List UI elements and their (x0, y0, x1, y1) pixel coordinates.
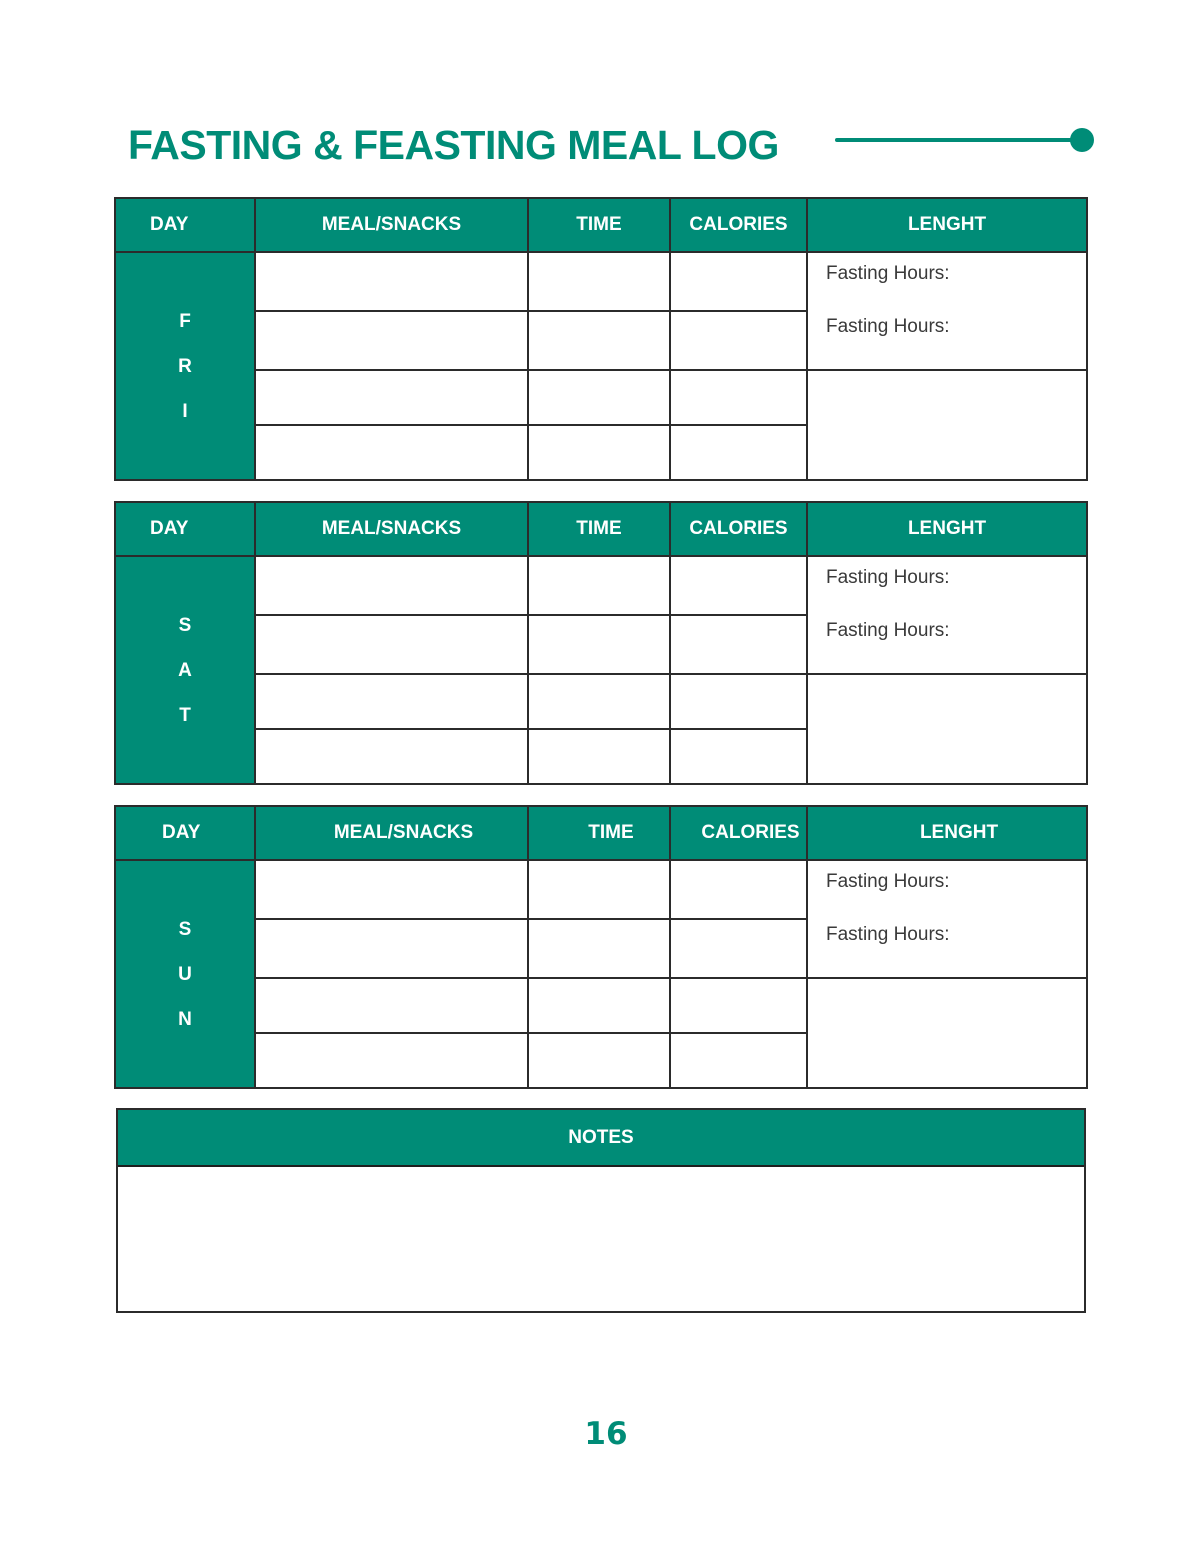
calories-input[interactable] (670, 978, 807, 1033)
calories-input[interactable] (670, 729, 807, 784)
day-letter: S (178, 918, 192, 940)
column-header-day: DAY (115, 502, 255, 556)
calories-input[interactable] (670, 1033, 807, 1088)
page-title: FASTING & FEASTING MEAL LOG (128, 122, 779, 168)
day-letter: F (179, 310, 191, 332)
day-label-sun (115, 860, 255, 1088)
time-input[interactable] (528, 425, 670, 480)
calories-input[interactable] (670, 252, 807, 311)
meal-input[interactable] (255, 860, 528, 919)
title-decorative-dot-icon (1070, 128, 1094, 152)
table-header-row (115, 502, 1087, 556)
fasting-hours-label: Fasting Hours: (826, 567, 950, 588)
time-input[interactable] (528, 1033, 670, 1088)
meal-input[interactable] (255, 311, 528, 370)
column-header-meal: MEAL/SNACKS (255, 502, 528, 556)
table-row (115, 370, 1087, 425)
meal-log-table-fri (114, 197, 1088, 481)
time-input[interactable] (528, 556, 670, 615)
column-header-length: LENGHT (807, 198, 1087, 252)
time-input[interactable] (528, 370, 670, 425)
meal-input[interactable] (255, 370, 528, 425)
meal-input[interactable] (255, 1033, 528, 1088)
fasting-hours-label: Fasting Hours: (826, 620, 950, 641)
title-decorative-line (835, 138, 1083, 142)
fasting-hours-label: Fasting Hours: (826, 924, 950, 945)
column-header-day: DAY (115, 198, 255, 252)
length-notes-cell[interactable] (807, 978, 1087, 1088)
column-header-time: TIME (528, 806, 670, 860)
time-input[interactable] (528, 919, 670, 978)
meal-log-table-sat (114, 501, 1088, 785)
time-input[interactable] (528, 978, 670, 1033)
calories-input[interactable] (670, 615, 807, 674)
day-letter: U (178, 963, 192, 985)
day-label-fri (115, 252, 255, 480)
length-notes-cell[interactable] (807, 370, 1087, 480)
calories-input[interactable] (670, 674, 807, 729)
fasting-hours-cell[interactable] (807, 860, 1087, 978)
table-row (115, 860, 1087, 919)
fasting-hours-label: Fasting Hours: (826, 871, 950, 892)
calories-input[interactable] (670, 556, 807, 615)
calories-input[interactable] (670, 311, 807, 370)
column-header-calories: CALORIES (670, 502, 807, 556)
time-input[interactable] (528, 729, 670, 784)
column-header-length: LENGHT (807, 806, 1087, 860)
meal-input[interactable] (255, 252, 528, 311)
calories-input[interactable] (670, 860, 807, 919)
time-input[interactable] (528, 860, 670, 919)
notes-header: NOTES (118, 1110, 1084, 1167)
page-number: 16 (584, 1416, 628, 1452)
day-letter: A (178, 659, 192, 681)
day-letter: S (178, 614, 192, 636)
column-header-meal: MEAL/SNACKS (255, 806, 528, 860)
meal-input[interactable] (255, 615, 528, 674)
column-header-calories: CALORIES (670, 806, 807, 860)
time-input[interactable] (528, 615, 670, 674)
fasting-hours-cell[interactable] (807, 556, 1087, 674)
day-letter: I (182, 400, 188, 422)
meal-input[interactable] (255, 919, 528, 978)
meal-input[interactable] (255, 729, 528, 784)
column-header-time: TIME (528, 198, 670, 252)
meal-log-table-sun (114, 805, 1088, 1089)
column-header-calories: CALORIES (670, 198, 807, 252)
column-header-meal: MEAL/SNACKS (255, 198, 528, 252)
meal-input[interactable] (255, 978, 528, 1033)
time-input[interactable] (528, 674, 670, 729)
table-row (115, 252, 1087, 311)
table-row (115, 674, 1087, 729)
notes-section (116, 1108, 1086, 1313)
table-header-row (115, 198, 1087, 252)
day-letter: R (178, 355, 192, 377)
fasting-hours-cell[interactable] (807, 252, 1087, 370)
table-header-row (115, 806, 1087, 860)
table-row (115, 556, 1087, 615)
meal-input[interactable] (255, 674, 528, 729)
column-header-time: TIME (528, 502, 670, 556)
table-row (115, 978, 1087, 1033)
column-header-length: LENGHT (807, 502, 1087, 556)
day-letter: T (179, 704, 191, 726)
calories-input[interactable] (670, 425, 807, 480)
column-header-day: DAY (115, 806, 255, 860)
day-letter: N (178, 1008, 192, 1030)
fasting-hours-label: Fasting Hours: (826, 316, 950, 337)
day-label-sat (115, 556, 255, 784)
calories-input[interactable] (670, 919, 807, 978)
calories-input[interactable] (670, 370, 807, 425)
meal-input[interactable] (255, 556, 528, 615)
length-notes-cell[interactable] (807, 674, 1087, 784)
fasting-hours-label: Fasting Hours: (826, 263, 950, 284)
meal-input[interactable] (255, 425, 528, 480)
time-input[interactable] (528, 311, 670, 370)
notes-input[interactable] (118, 1167, 1084, 1311)
time-input[interactable] (528, 252, 670, 311)
